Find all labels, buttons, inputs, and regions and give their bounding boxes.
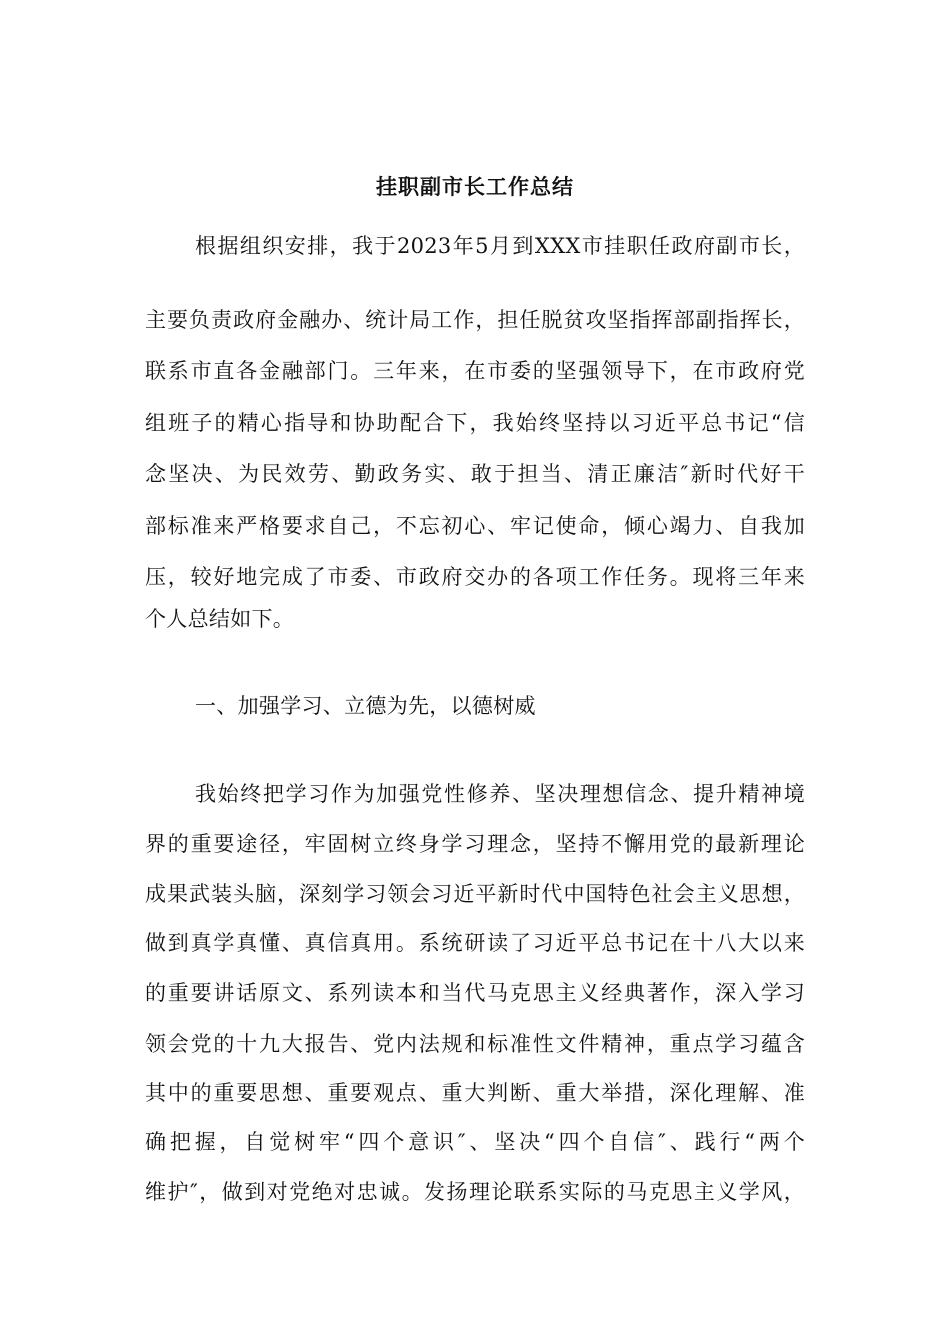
paragraph-line: 部标准来严格要求自己，不忘初心、牢记使命，倾心竭力、自我加 [145,514,805,538]
paragraph-line: 我始终把学习作为加强党性修养、坚决理想信念、提升精神境 [195,782,805,806]
paragraph-line: 其中的重要思想、重要观点、重大判断、重大举措，深化理解、准 [145,1081,805,1105]
paragraph-line: 压，较好地完成了市委、市政府交办的各项工作任务。现将三年来 [145,565,805,589]
paragraph-line: 维护″，做到对党绝对忠诚。发扬理论联系实际的马克思主义学风， [145,1180,805,1204]
paragraph-line: 念坚决、为民效劳、勤政务实、敢于担当、清正廉洁″新时代好干 [145,462,805,486]
paragraph-line: 成果武装头脑，深刻学习领会习近平新时代中国特色社会主义思想， [145,882,805,906]
paragraph-line: 联系市直各金融部门。三年来，在市委的坚强领导下，在市政府党 [145,359,805,383]
paragraph-line: 主要负责政府金融办、统计局工作，担任脱贫攻坚指挥部副指挥长， [145,308,805,332]
paragraph-line: 做到真学真懂、真信真用。系统研读了习近平总书记在十八大以来 [145,931,805,955]
paragraph-line: 界的重要途径，牢固树立终身学习理念，坚持不懈用党的最新理论 [145,832,805,856]
paragraph-line: 领会党的十九大报告、党内法规和标准性文件精神，重点学习蕴含 [145,1032,805,1056]
paragraph-line: 确把握，自觉树牢“四个意识″、坚决“四个自信″、践行“两个 [145,1130,805,1154]
paragraph-line: 根据组织安排，我于2023年5月到XXX市挂职任政府副市长， [195,234,805,258]
paragraph-line: 个人总结如下。 [145,607,295,631]
paragraph-line: 的重要讲话原文、系列读本和当代马克思主义经典著作，深入学习 [145,981,805,1005]
paragraph-line: 组班子的精心指导和协助配合下，我始终坚持以习近平总书记“信 [145,411,805,435]
section-heading: 一、加强学习、立德为先，以德树威 [195,694,536,718]
document-title: 挂职副市长工作总结 [376,174,574,199]
